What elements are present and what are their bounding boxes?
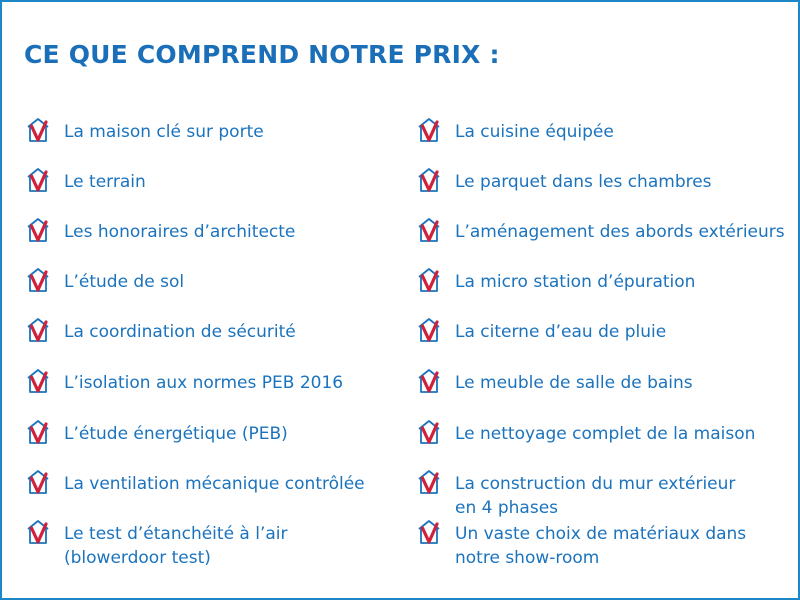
list-item-line: Le terrain [64,172,146,192]
list-item [415,371,693,395]
list-item-line: en 4 phases [455,498,559,518]
list-item-label [455,170,712,194]
house-check-icon [24,367,52,395]
list-item-line: Le test d’étanchéité à l’air [64,524,288,544]
list-item-label [455,270,695,294]
list-item-label [455,371,693,395]
list-item-label [64,522,288,570]
house-check-icon [415,166,443,194]
list-item-line: La micro station d’épuration [455,272,696,292]
list-item-label [64,320,296,344]
list-item-label [64,472,365,496]
list-item [415,320,666,344]
list-item [415,270,695,294]
house-check-icon [415,116,443,144]
house-check-icon [24,518,52,546]
house-check-icon [415,468,443,496]
list-item-line: Le parquet dans les chambres [455,172,712,192]
list-item-label [455,472,735,520]
house-check-icon [24,468,52,496]
list-item-line: La cuisine équipée [455,122,614,142]
list-item-label [64,170,146,194]
list-item [415,422,755,446]
house-check-icon [415,367,443,395]
house-check-icon [415,266,443,294]
page-title: CE QUE COMPREND NOTRE PRIX : [24,40,500,69]
house-check-icon [24,266,52,294]
list-item [24,120,264,144]
list-item-line: La coordination de sécurité [64,322,296,342]
list-item-line: Les honoraires d’architecte [64,222,296,242]
house-check-icon [415,518,443,546]
list-item-label [64,120,264,144]
house-check-icon [415,418,443,446]
list-item-line: (blowerdoor test) [64,548,211,568]
list-item [415,220,785,244]
list-item-line: L’aménagement des abords extérieurs [455,222,785,242]
list-item [24,270,184,294]
list-item-label [455,120,614,144]
house-check-icon [24,116,52,144]
list-item [24,422,288,446]
house-check-icon [24,316,52,344]
list-item-line: notre show-room [455,548,600,568]
list-item [415,522,746,570]
house-check-icon [24,418,52,446]
house-check-icon [24,216,52,244]
list-item-label [455,320,666,344]
list-item-line: La construction du mur extérieur [455,474,736,494]
list-item-label [455,422,755,446]
list-item-label [64,371,343,395]
list-item [415,120,614,144]
house-check-icon [415,216,443,244]
list-item-label [64,220,295,244]
list-item-line: Le meuble de salle de bains [455,373,693,393]
list-item-line: L’étude de sol [64,272,185,292]
house-check-icon [24,166,52,194]
list-item-line: La maison clé sur porte [64,122,264,142]
list-item [24,320,296,344]
list-item-line: L’isolation aux normes PEB 2016 [64,373,344,393]
house-check-icon [415,316,443,344]
list-item-line: La ventilation mécanique contrôlée [64,474,365,494]
list-item [24,522,288,570]
list-item [415,472,735,520]
list-item [24,220,295,244]
list-item-line: L’étude énergétique (PEB) [64,424,288,444]
list-item-label [455,220,785,244]
list-item [24,170,146,194]
list-item-label [64,270,184,294]
list-item-line: La citerne d’eau de pluie [455,322,667,342]
list-item-line: Le nettoyage complet de la maison [455,424,756,444]
list-item [24,371,343,395]
list-item-label [64,422,288,446]
list-item [415,170,712,194]
list-item-label [455,522,746,570]
list-item-line: Un vaste choix de matériaux dans [455,524,747,544]
list-item [24,472,365,496]
